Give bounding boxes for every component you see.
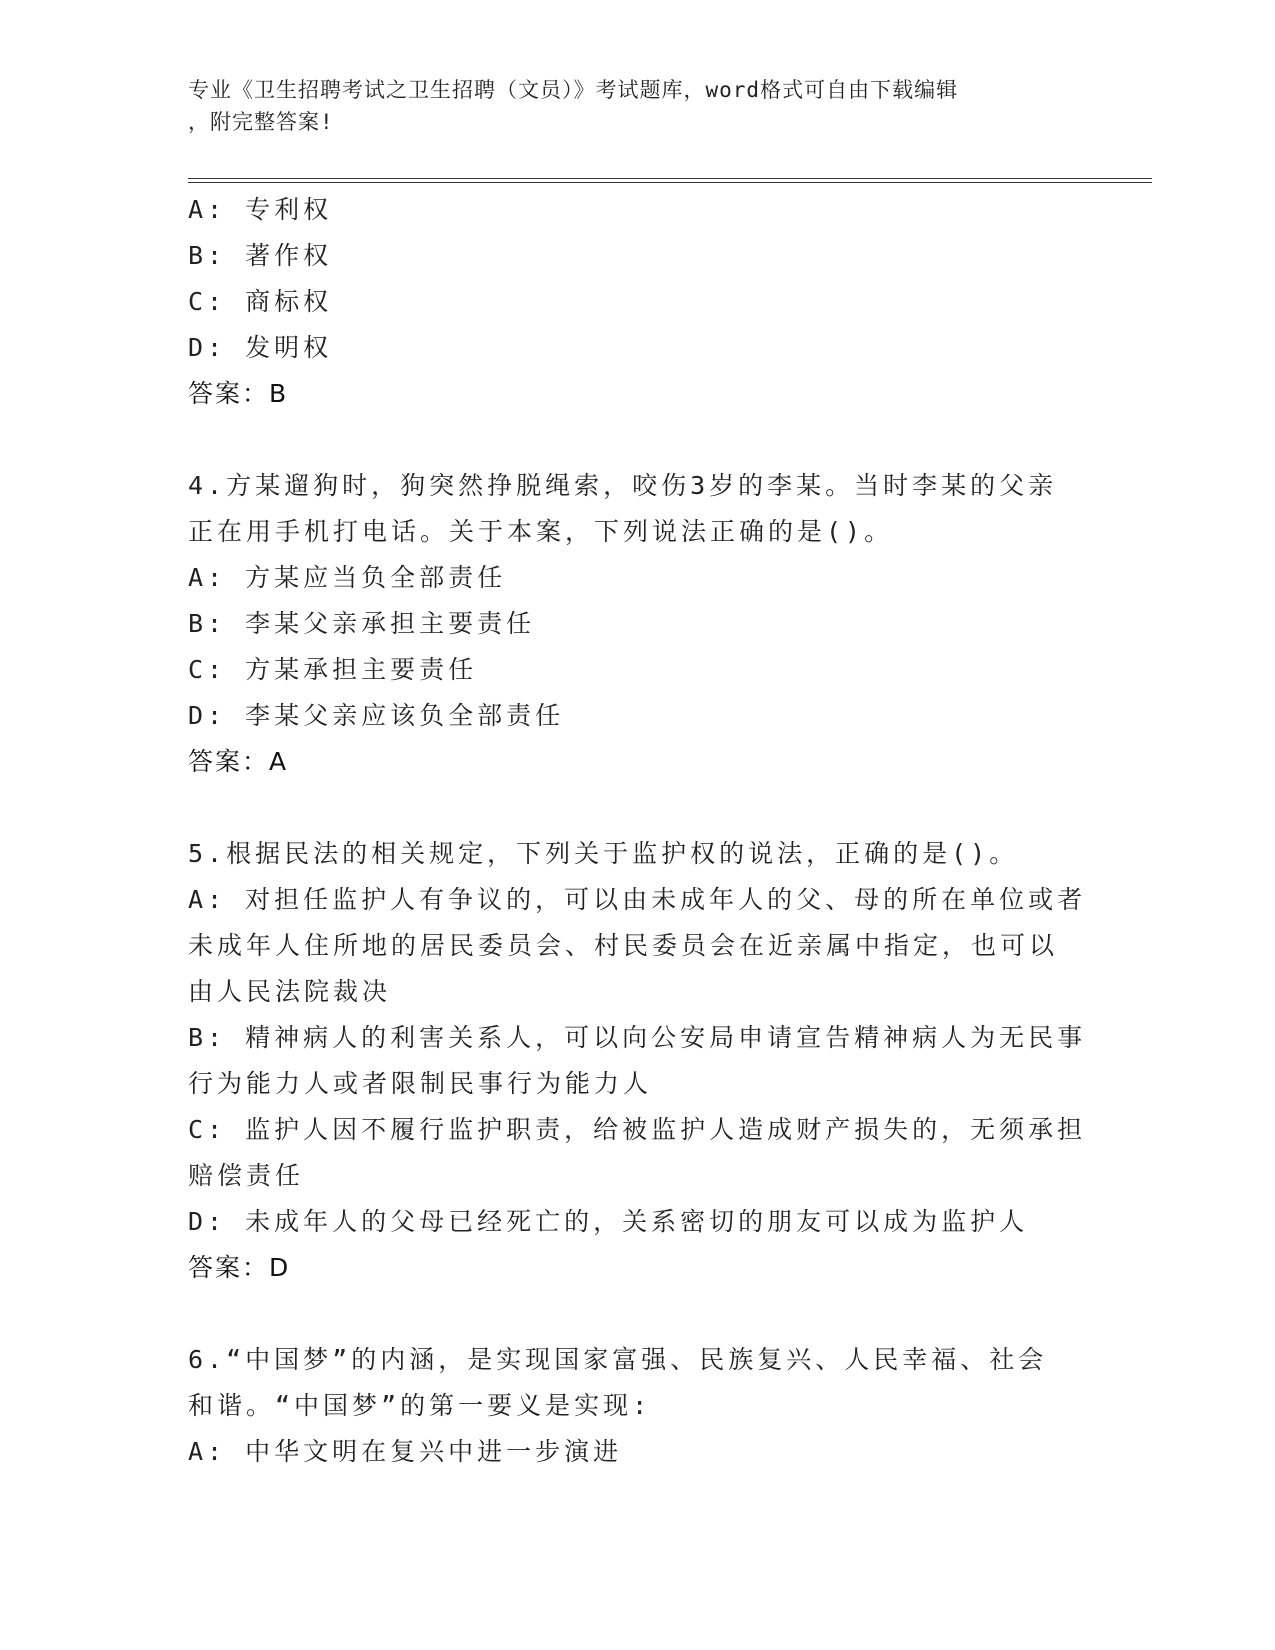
question-3 (188, 187, 1088, 417)
answer: 答案：A (188, 747, 289, 776)
question-list (188, 187, 1088, 1475)
option-b-line: 行为能力人或者限制民事行为能力人 (188, 1069, 653, 1098)
option-b: B: 李某父亲承担主要责任 (188, 609, 536, 638)
question-stem-line: 4.方某遛狗时，狗突然挣脱绳索，咬伤3岁的李某。当时李某的父亲 (188, 471, 1058, 500)
header-rule-bottom (188, 182, 1152, 183)
option-c: C: 方某承担主要责任 (188, 655, 478, 684)
option-a: A: 方某应当负全部责任 (188, 563, 507, 592)
option-c-line: C: 监护人因不履行监护职责，给被监护人造成财产损失的，无须承担 (188, 1115, 1087, 1144)
option-c: C: 商标权 (188, 287, 333, 316)
header-rule-top (188, 178, 1152, 179)
question-4 (188, 463, 1088, 785)
answer: 答案：D (188, 1253, 291, 1282)
option-a-line: 未成年人住所地的居民委员会、村民委员会在近亲属中指定，也可以 (188, 931, 1059, 960)
option-d: D: 发明权 (188, 333, 333, 362)
question-stem-line: 正在用手机打电话。关于本案，下列说法正确的是()。 (188, 517, 894, 546)
option-b: B: 著作权 (188, 241, 333, 270)
option-c-line: 赔偿责任 (188, 1161, 305, 1190)
question-5 (188, 831, 1088, 1291)
spacer (188, 785, 1088, 831)
answer: 答案：B (188, 379, 289, 408)
option-a-line: A: 对担任监护人有争议的，可以由未成年人的父、母的所在单位或者 (188, 885, 1087, 914)
question-stem-line: 6.“中国梦”的内涵，是实现国家富强、民族复兴、人民幸福、社会 (188, 1345, 1048, 1374)
spacer (188, 417, 1088, 463)
option-d: D: 李某父亲应该负全部责任 (188, 701, 565, 730)
header-line-2: ，附完整答案! (188, 110, 334, 134)
question-stem-line: 5.根据民法的相关规定，下列关于监护权的说法，正确的是()。 (188, 839, 1019, 868)
option-a: A: 中华文明在复兴中进一步演进 (188, 1437, 623, 1466)
header-line-1: 专业《卫生招聘考试之卫生招聘（文员）》考试题库，word格式可自由下载编辑 (188, 78, 959, 102)
option-a: A: 专利权 (188, 195, 333, 224)
spacer (188, 1291, 1088, 1337)
question-stem-line: 和谐。“中国梦”的第一要义是实现: (188, 1391, 652, 1420)
question-6 (188, 1337, 1088, 1475)
option-b-line: B: 精神病人的利害关系人，可以向公安局申请宣告精神病人为无民事 (188, 1023, 1087, 1052)
option-a-line: 由人民法院裁决 (188, 977, 392, 1006)
option-d: D: 未成年人的父母已经死亡的，关系密切的朋友可以成为监护人 (188, 1207, 1029, 1236)
document-header (188, 74, 1088, 138)
